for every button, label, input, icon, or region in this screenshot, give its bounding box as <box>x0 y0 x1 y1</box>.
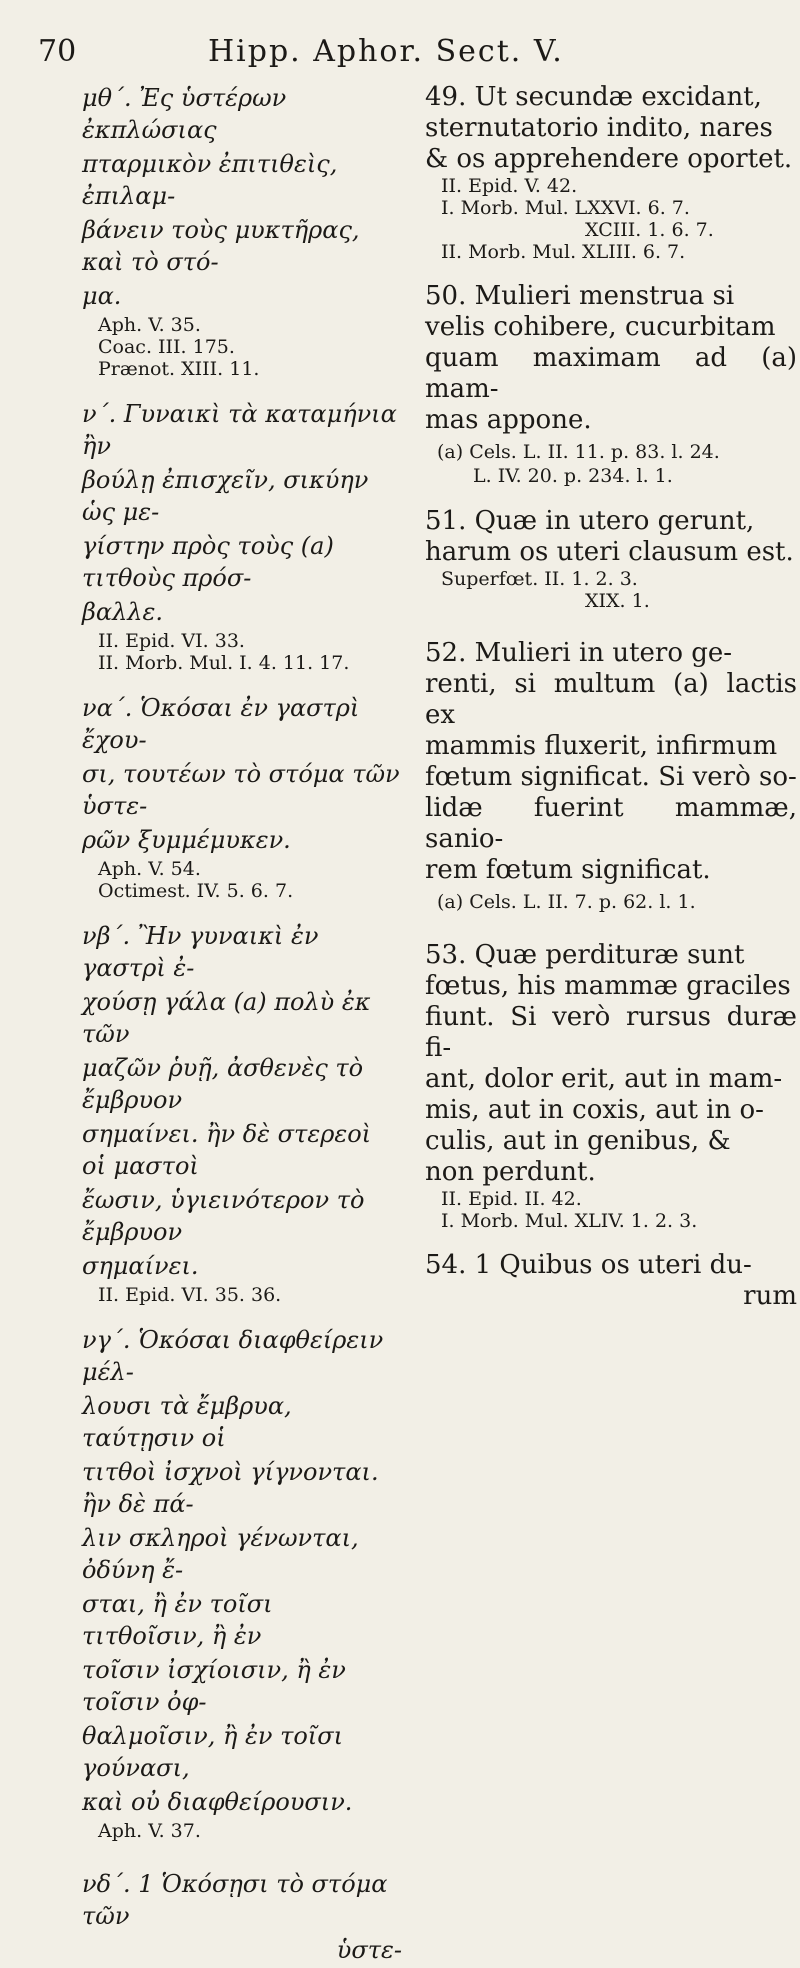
text-line: 49. Ut secundæ excidant, <box>425 82 762 112</box>
text-line: βούλῃ ἐπισχεῖν, σικύην ὡς με- <box>82 466 369 526</box>
spacer <box>425 1232 797 1250</box>
text-line: μα. <box>82 282 122 310</box>
text-line: λιν σκληροὶ γένωνται, ὀδύνη ἔ- <box>82 1524 359 1584</box>
text-line: & os apprehendere oportet. <box>425 144 793 174</box>
text-line: 52. Mulieri in utero ge- <box>425 638 733 668</box>
spacer <box>82 902 402 920</box>
text-line: σημαίνει. ἢν δὲ στερεοὶ οἱ μαστοὶ <box>82 1120 372 1180</box>
aphorism-49-latin <box>425 82 797 175</box>
running-title: Hipp. Aphor. Sect. V. <box>208 34 564 69</box>
aphorism-51-latin <box>425 506 797 568</box>
reference-line: Prænot. XIII. 11. <box>98 358 260 380</box>
aphorism-51-greek <box>82 692 402 856</box>
cross-references <box>82 1820 402 1842</box>
reference-line: II. Morb. Mul. XLIII. 6. 7. <box>441 241 686 263</box>
text-line: ἔωσιν, ὑγιεινότερον τὸ ἔμβρυον <box>82 1186 365 1246</box>
reference-line: Aph. V. 54. <box>98 858 201 880</box>
text-line: ν΄. Γυναικὶ τὰ καταμήνια ἢν <box>82 400 397 460</box>
footnote-line: (a) Cels. L. II. 7. p. 62. l. 1. <box>437 891 696 913</box>
aphorism-49-greek <box>82 82 402 312</box>
text-line: sternutatorio indito, nares <box>425 113 773 143</box>
reference-line: II. Epid. II. 42. <box>441 1188 582 1210</box>
reference-line: II. Epid. VI. 33. <box>98 630 245 652</box>
cross-references <box>425 1188 797 1232</box>
text-line: non perdunt. <box>425 1157 596 1187</box>
footnote <box>425 440 797 488</box>
latin-column <box>425 82 797 1312</box>
text-line: καὶ οὐ διαφθείρουσιν. <box>82 1788 353 1816</box>
text-line: πταρμικὸν ἐπιτιθεὶς, ἐπιλαμ- <box>82 150 338 210</box>
reference-line: I. Morb. Mul. XLIV. 1. 2. 3. <box>441 1210 698 1232</box>
reference-line: Aph. V. 35. <box>98 314 201 336</box>
text-line: σημαίνει. <box>82 1252 199 1280</box>
text-line: 53. Quæ perdituræ sunt <box>425 940 745 970</box>
spacer <box>82 1306 402 1324</box>
text-line: culis, aut in genibus, & <box>425 1126 731 1156</box>
greek-column <box>82 82 402 1968</box>
text-line: mis, aut in coxis, aut in o- <box>425 1095 764 1125</box>
text-line: νβ΄. Ἢν γυναικὶ ἐν γαστρὶ ἐ- <box>82 922 319 982</box>
text-line: μθ΄. Ἐς ὑστέρων ἐκπλώσιας <box>82 84 287 144</box>
reference-line: Aph. V. 37. <box>98 1820 201 1842</box>
text-line: θαλμοῖσιν, ἢ ἐν τοῖσι γούνασι, <box>82 1722 343 1782</box>
reference-line: Octimest. IV. 5. 6. 7. <box>98 880 294 902</box>
text-line: 51. Quæ in utero gerunt, <box>425 506 755 536</box>
spacer <box>82 380 402 398</box>
text-line: χούσῃ γάλα (a) πολὺ ἐκ τῶν <box>82 988 371 1048</box>
cross-references <box>425 175 797 263</box>
aphorism-53-greek <box>82 1324 402 1818</box>
spacer <box>82 674 402 692</box>
text-line: 54. 1 Quibus os uteri du- <box>425 1250 752 1280</box>
aphorism-52-latin <box>425 638 797 886</box>
text-line: βάνειν τοὺς μυκτῆρας, καὶ τὸ στό- <box>82 216 360 276</box>
reference-line: II. Morb. Mul. I. 4. 11. 17. <box>98 652 350 674</box>
text-line: να΄. Ὁκόσαι ἐν γαστρὶ ἔχου- <box>82 694 360 754</box>
text-line: σι, τουτέων τὸ στόμα τῶν ὑστε- <box>82 760 400 820</box>
page-header <box>38 34 780 74</box>
aphorism-50-greek <box>82 398 402 628</box>
text-line: νδ΄. 1 Ὁκόσῃσι τὸ στόμα τῶν <box>82 1870 388 1930</box>
text-line: 50. Mulieri menstrua si <box>425 281 735 311</box>
spacer <box>425 488 797 506</box>
reference-line: I. Morb. Mul. LXXVI. 6. 7. <box>441 197 690 219</box>
spacer <box>425 914 797 940</box>
reference-line: II. Epid. VI. 35. 36. <box>98 1284 282 1306</box>
text-line: λουσι τὰ ἔμβρυα, ταύτῃσιν οἱ <box>82 1392 292 1452</box>
text-line: fœtus, his mammæ graciles <box>425 971 791 1001</box>
text-line: mas appone. <box>425 405 592 435</box>
cross-references <box>82 314 402 380</box>
text-line: renti, si multum (a) lactis ex <box>425 669 797 730</box>
footnote-line: L. IV. 20. p. 234. l. 1. <box>473 465 673 487</box>
text-line: νγ΄. Ὁκόσαι διαφθείρειν μέλ- <box>82 1326 384 1386</box>
text-line: quam maximam ad (a) mam- <box>425 343 797 404</box>
cross-references <box>425 568 797 612</box>
text-line: mammis fluxerit, infirmum <box>425 731 778 761</box>
catchword: ὑστε- <box>336 1936 402 1964</box>
reference-line: Coac. III. 175. <box>98 336 235 358</box>
footnote-line: (a) Cels. L. II. 11. p. 83. l. 24. <box>437 441 720 463</box>
reference-line: II. Epid. V. 42. <box>441 175 578 197</box>
text-line: lidæ fuerint mammæ, sanio- <box>425 793 797 854</box>
reference-line: XCIII. 1. 6. 7. <box>585 219 714 241</box>
spacer <box>82 1842 402 1868</box>
page-number: 70 <box>38 34 77 69</box>
reference-line: XIX. 1. <box>585 590 650 612</box>
text-line: ant, dolor erit, aut in mam- <box>425 1064 783 1094</box>
aphorism-53-latin <box>425 940 797 1188</box>
aphorism-54-greek <box>82 1868 402 1966</box>
text-line: μαζῶν ῥυῇ, ἀσθενὲς τὸ ἔμβρυον <box>82 1054 364 1114</box>
spacer <box>425 612 797 638</box>
text-line: harum os uteri clausum est. <box>425 537 794 567</box>
aphorism-52-greek <box>82 920 402 1282</box>
text-line: velis cohibere, cucurbitam <box>425 312 776 342</box>
cross-references <box>82 858 402 902</box>
text-line: βαλλε. <box>82 598 164 626</box>
cross-references <box>82 1284 402 1306</box>
text-line: fiunt. Si verò rursus duræ fi- <box>425 1002 797 1063</box>
spacer <box>425 263 797 281</box>
text-line: γίστην πρὸς τοὺς (a) τιτθοὺς πρόσ- <box>82 532 334 592</box>
text-line: τοῖσιν ἰσχίοισιν, ἢ ἐν τοῖσιν ὀφ- <box>82 1656 346 1716</box>
aphorism-50-latin <box>425 281 797 436</box>
aphorism-54-latin <box>425 1250 797 1312</box>
reference-line: Superfœt. II. 1. 2. 3. <box>441 568 638 590</box>
text-line: fœtum significat. Si verò so- <box>425 762 797 792</box>
footnote <box>425 890 797 914</box>
cross-references <box>82 630 402 674</box>
text-line: σται, ἢ ἐν τοῖσι τιτθοῖσιν, ἢ ἐν <box>82 1590 273 1650</box>
text-line: τιτθοὶ ἰσχνοὶ γίγνονται. ἢν δὲ πά- <box>82 1458 379 1518</box>
text-line: ρῶν ξυμμέμυκεν. <box>82 826 291 854</box>
text-line: rem fœtum significat. <box>425 855 711 885</box>
catchword: rum <box>743 1281 797 1311</box>
